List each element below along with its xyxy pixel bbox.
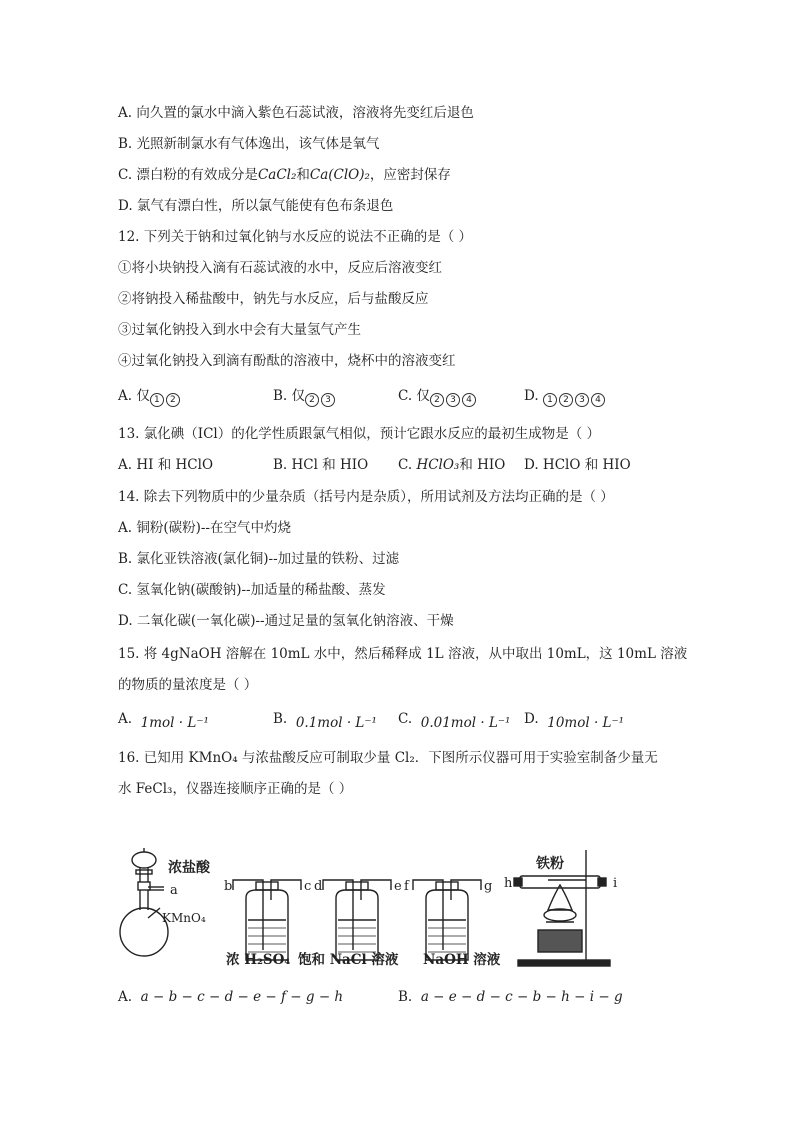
port-e-label: e — [394, 879, 402, 894]
circled-number: 3 — [575, 393, 589, 407]
q11-option-b: B. 光照新制氯水有气体逸出，该气体是氧气 — [118, 136, 380, 152]
q15-option-c — [398, 710, 510, 732]
iron-powder-label: 铁粉 — [536, 856, 564, 872]
wash-bottle-naoh-icon — [413, 880, 481, 960]
q13-option-a: A. HI 和 HClO — [118, 457, 214, 473]
kmno4-label: KMnO₄ — [162, 911, 206, 925]
circled-number: 1 — [543, 393, 557, 407]
q13-option-c — [398, 456, 505, 474]
bottle-h2so4-label: 浓 H₂SO₄ — [226, 952, 291, 968]
q12-statement-2: ②将钠投入稀盐酸中，钠先与水反应，后与盐酸反应 — [118, 291, 429, 307]
q11-formula-cacl2: CaCl₂ — [257, 167, 297, 183]
port-a-label: a — [170, 883, 178, 898]
q11-option-a: A. 向久置的氯水中滴入紫色石蕊试液，溶液将先变红后退色 — [118, 105, 474, 121]
q11-formula-caclo2: Ca(ClO)₂ — [309, 167, 370, 183]
apparatus-figure — [118, 840, 638, 970]
q16-option-a-value: a − b − c − d − e − f − g − h — [140, 989, 344, 1005]
q11-option-c-pre: C. 漂白粉的有效成分是 — [118, 167, 258, 183]
q13-option-c-label: C. — [398, 457, 413, 473]
q13-formula-hclo3: HClO₃ — [416, 457, 460, 473]
q14-option-d: D. 二氧化碳(一氧化碳)--通过足量的氢氧化钠溶液、干燥 — [118, 613, 454, 629]
q14-option-b: B. 氯化亚铁溶液(氯化铜)--加过量的铁粉、过滤 — [118, 551, 400, 567]
q13-option-c-post: 和 HIO — [459, 457, 506, 473]
q15-option-c-value: 0.01mol · L⁻¹ — [420, 715, 511, 731]
q16-option-b-label: B. — [398, 989, 413, 1005]
bottle-nacl-label: 饱和 NaCl 溶液 — [298, 952, 399, 968]
q15-option-c-label: C. — [398, 711, 413, 727]
q14-stem: 14. 除去下列物质中的少量杂质（括号内是杂质），所用试剂及方法均正确的是（ ） — [118, 489, 614, 505]
q14-option-a: A. 铜粉(碳粉)--在空气中灼烧 — [118, 520, 291, 536]
separatory-funnel-icon — [132, 852, 156, 868]
q12-stem: 12. 下列关于钠和过氧化钠与水反应的说法不正确的是（ ） — [118, 229, 473, 245]
q11-option-c — [118, 166, 451, 184]
q11-option-d: D. 氯气有漂白性，所以氯气能使有色布条退色 — [118, 198, 394, 214]
q13-option-b: B. HCl 和 HIO — [273, 457, 369, 473]
q15-stem-line2: 的物质的量浓度是（ ） — [118, 677, 258, 693]
q12-statement-4: ④过氧化钠投入到滴有酚酞的溶液中，烧杯中的溶液变红 — [118, 353, 456, 369]
q16-option-b-value: a − e − d − c − b − h − i − g — [420, 989, 623, 1005]
q12-option-b — [273, 387, 337, 407]
q12-statement-1: ①将小块钠投入滴有石蕊试液的水中，反应后溶液变红 — [118, 260, 442, 276]
q12-option-c-label: C. 仅 — [398, 388, 430, 404]
wash-bottle-nacl-icon — [323, 880, 391, 960]
q13-stem: 13. 氯化碘（ICl）的化学性质跟氯气相似，预计它跟水反应的最初生成物是（ ） — [118, 426, 601, 442]
q12-option-d-label: D. — [524, 388, 539, 404]
port-h-label: h — [504, 876, 513, 891]
circled-number: 4 — [462, 393, 476, 407]
q12-option-a-label: A. 仅 — [118, 388, 150, 404]
q15-option-b-value: 0.1mol · L⁻¹ — [295, 715, 377, 731]
q15-option-b — [273, 710, 377, 732]
circled-number: 2 — [559, 393, 573, 407]
circled-number: 1 — [150, 393, 164, 407]
circled-number: 4 — [591, 393, 605, 407]
q12-option-d — [524, 387, 607, 407]
circled-number: 2 — [305, 393, 319, 407]
q16-option-a — [118, 988, 343, 1006]
circled-number: 3 — [321, 393, 335, 407]
q11-option-c-mid: 和 — [296, 167, 310, 183]
q11-option-c-post: ，应密封保存 — [369, 167, 451, 183]
port-g-label: g — [484, 879, 493, 894]
hcl-label: 浓盐酸 — [168, 860, 210, 876]
wash-bottle-h2so4-icon — [233, 880, 301, 960]
q12-option-c — [398, 387, 478, 407]
circled-number: 2 — [430, 393, 444, 407]
q15-option-a-value: 1mol · L⁻¹ — [140, 715, 209, 731]
q12-option-b-label: B. 仅 — [273, 388, 306, 404]
q15-option-b-label: B. — [273, 711, 288, 727]
q15-option-a — [118, 710, 209, 732]
port-b-label: b — [224, 879, 233, 894]
port-i-label: i — [613, 876, 618, 891]
q15-option-d-value: 10mol · L⁻¹ — [547, 715, 625, 731]
q12-statement-3: ③过氧化钠投入到水中会有大量氢气产生 — [118, 322, 361, 338]
q15-option-d — [524, 710, 624, 732]
q16-stem-line1: 16. 已知用 KMnO₄ 与浓盐酸反应可制取少量 Cl₂．下图所示仪器可用于实验室制备少量无 — [118, 750, 658, 766]
q15-option-a-label: A. — [118, 711, 133, 727]
port-d-label: d — [314, 879, 323, 894]
q15-stem-line1: 15. 将 4gNaOH 溶解在 10mL 水中，然后稀释成 1L 溶液，从中取出 10mL，这 10mL 溶液 — [118, 646, 688, 662]
q16-option-b — [398, 988, 623, 1006]
q16-option-a-label: A. — [118, 989, 133, 1005]
bottle-naoh-label: NaOH 溶液 — [423, 952, 501, 968]
circled-number: 2 — [166, 393, 180, 407]
q12-option-a — [118, 387, 182, 407]
port-c-label: c — [304, 879, 312, 894]
port-f-label: f — [404, 879, 409, 894]
q16-stem-line2: 水 FeCl₃，仪器连接顺序正确的是（ ） — [118, 781, 353, 797]
q14-option-c: C. 氢氧化钠(碳酸钠)--加适量的稀盐酸、蒸发 — [118, 582, 386, 598]
round-bottom-flask-icon — [120, 908, 168, 956]
q15-option-d-label: D. — [524, 711, 539, 727]
circled-number: 3 — [446, 393, 460, 407]
q13-option-d: D. HClO 和 HIO — [524, 457, 631, 473]
